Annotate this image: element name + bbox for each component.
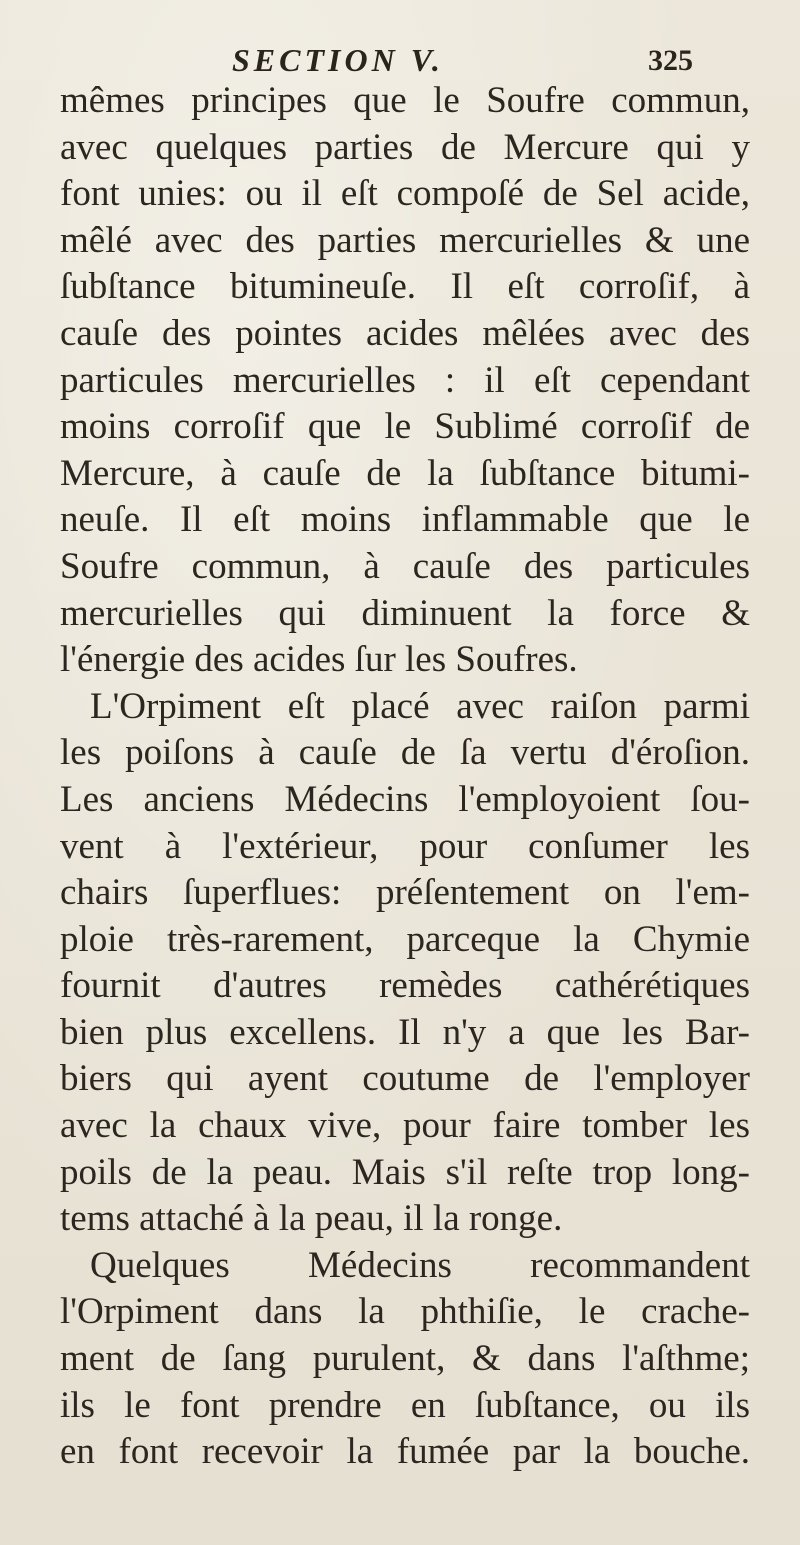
text-line: chairs ſuperflues: préſentement on l'em- (60, 872, 750, 914)
text-line: particules mercurielles : il eſt cependant (60, 359, 750, 401)
text-line: l'Orpiment dans la phthiſie, le crache- (60, 1291, 750, 1333)
text-line: les poiſons à cauſe de ſa vertu d'éroſion. (60, 732, 750, 774)
text-line: mercurielles qui diminuent la force & (60, 592, 750, 634)
paragraph-end-line: tems attaché à la peau, il la ronge. (60, 1198, 563, 1240)
section-title: SECTION V. (232, 42, 444, 78)
text-line: ſubſtance bitumineuſe. Il eſt corroſif, à (60, 266, 750, 308)
text-line: ment de ſang purulent, & dans l'aſthme; (60, 1338, 750, 1380)
paragraph-start-line: Quelques Médecins recommandent (90, 1244, 750, 1286)
text-line: poils de la peau. Mais s'il reſte trop long- (60, 1151, 750, 1193)
text-line: moins corroſif que le Sublimé corroſif de (60, 406, 750, 448)
page-number: 325 (648, 44, 693, 77)
paragraph-start-line: L'Orpiment eſt placé avec raiſon parmi (90, 685, 750, 727)
text-line: fournit d'autres remèdes cathérétiques (60, 965, 750, 1007)
text-line: avec quelques parties de Mercure qui y (60, 126, 750, 168)
text-line: cauſe des pointes acides mêlées avec des (60, 312, 750, 354)
text-line: ils le font prendre en ſubſtance, ou ils (60, 1384, 750, 1426)
text-line: Les anciens Médecins l'employoient ſou- (60, 778, 750, 820)
text-line: Soufre commun, à cauſe des particules (60, 545, 750, 587)
body-text (60, 78, 750, 1476)
text-line: mêlé avec des parties mercurielles & une (60, 219, 750, 261)
paragraph-end-line: l'énergie des acides ſur les Soufres. (60, 639, 578, 681)
text-line: Mercure, à cauſe de la ſubſtance bitumi- (60, 452, 750, 494)
text-line: avec la chaux vive, pour faire tomber les (60, 1105, 750, 1147)
text-line: biers qui ayent coutume de l'employer (60, 1058, 750, 1100)
text-line: mêmes principes que le Soufre commun, (60, 80, 750, 121)
text-line: bien plus excellens. Il n'y a que les Bar- (60, 1011, 750, 1053)
text-line: font unies: ou il eſt compoſé de Sel acide, (60, 173, 750, 215)
text-line: vent à l'extérieur, pour conſumer les (60, 825, 750, 867)
text-line: ploie très-rarement, parceque la Chymie (60, 918, 750, 960)
text-line: en font recevoir la fumée par la bouche. (60, 1431, 750, 1473)
text-line: neuſe. Il eſt moins inflammable que le (60, 499, 750, 541)
